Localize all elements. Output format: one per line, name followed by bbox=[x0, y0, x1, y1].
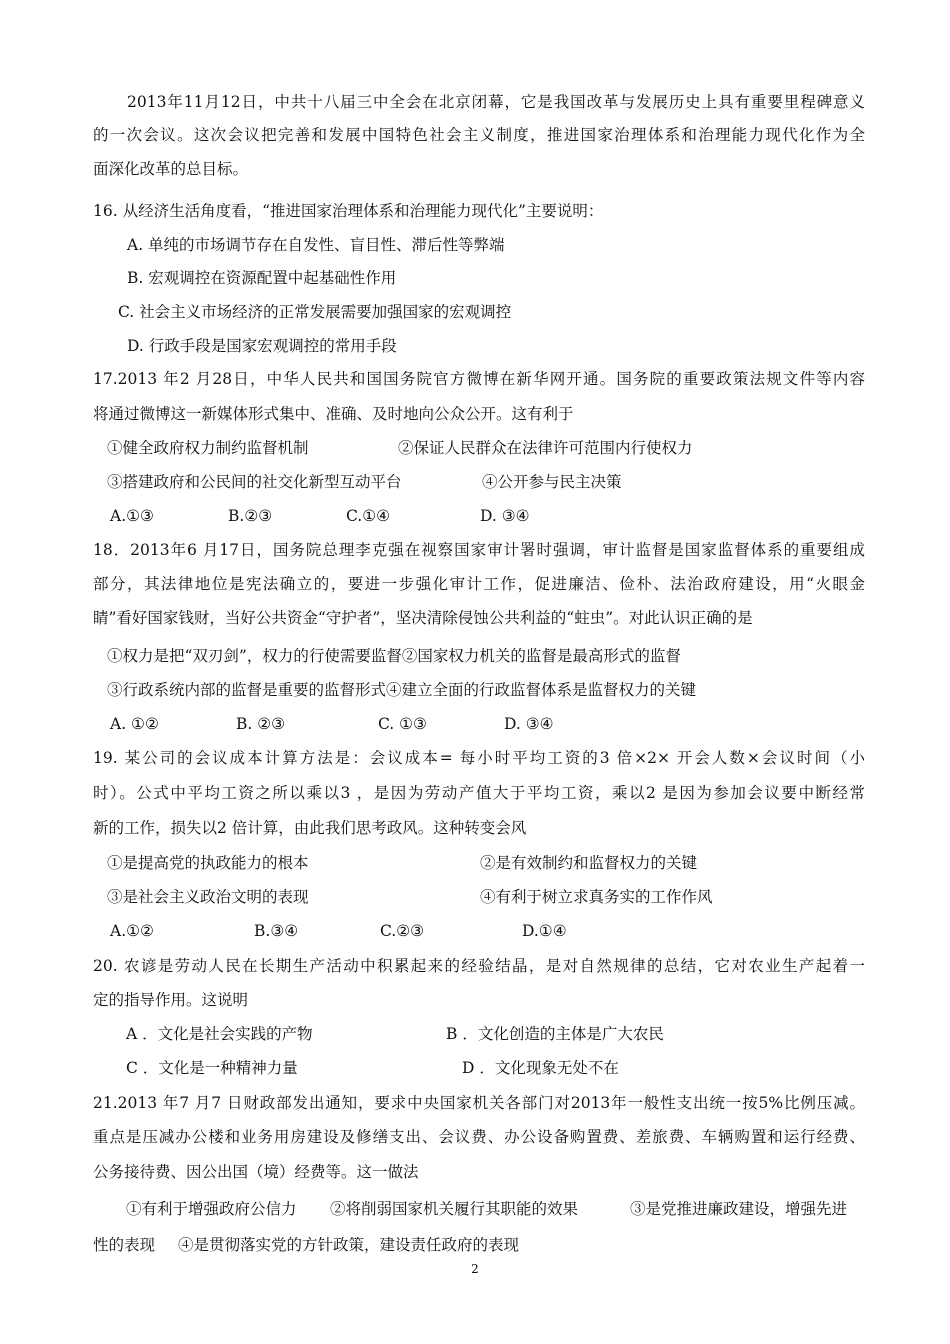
q18-stem-line-2: 部分，其法律地位是宪法确立的，要进一步强化审计工作，促进廉洁、俭朴、法治政府建设，用“火眼金 bbox=[93, 575, 865, 593]
q19-choice-d: D.①④ bbox=[522, 922, 567, 940]
q19-stem-line-3: 新的工作，损失以2 倍计算，由此我们思考政风。这种转变会风 bbox=[93, 819, 527, 837]
page-number: 2 bbox=[471, 1262, 479, 1276]
q17-statement-4: ④公开参与民主决策 bbox=[482, 473, 622, 491]
q18-stem-line-3: 睛”看好国家钱财，当好公共资金“守护者”，坚决清除侵蚀公共利益的“蛀虫”。对此认识正确的是 bbox=[93, 609, 753, 627]
q20-option-c: C ．文化是一种精神力量 bbox=[126, 1059, 298, 1077]
q18-choice-c: C. ①③ bbox=[378, 715, 427, 733]
q20-stem-line-1: 20. 农谚是劳动人民在长期生产活动中积累起来的经验结晶，是对自然规律的总结，它对农业生产起着一 bbox=[93, 957, 865, 975]
q19-choice-b: B.③④ bbox=[254, 922, 299, 940]
intro-line-1: 2013年11月12日，中共十八届三中全会在北京闭幕，它是我国改革与发展历史上具有重要里程碑意义 bbox=[127, 93, 865, 111]
q16-option-d: D. 行政手段是国家宏观调控的常用手段 bbox=[127, 337, 397, 355]
q19-statement-2: ②是有效制约和监督权力的关键 bbox=[480, 854, 698, 872]
q21-stem-line-2: 重点是压减办公楼和业务用房建设及修缮支出、会议费、办公设备购置费、差旅费、车辆购置和运行经费、 bbox=[93, 1128, 865, 1146]
q19-statement-3: ③是社会主义政治文明的表现 bbox=[107, 888, 309, 906]
q17-statement-3: ③搭建政府和公民间的社交化新型互动平台 bbox=[107, 473, 402, 491]
q17-choice-b: B.②③ bbox=[228, 507, 273, 525]
q19-stem-line-2: 时）。公式中平均工资之所以乘以3 ，是因为劳动产值大于平均工资，乘以2 是因为参加会议要中断经常 bbox=[93, 784, 865, 802]
q18-choice-d: D. ③④ bbox=[504, 715, 554, 733]
q16-stem: 16. 从经济生活角度看，“推进国家治理体系和治理能力现代化”主要说明： bbox=[93, 202, 604, 220]
q19-choice-c: C.②③ bbox=[380, 922, 425, 940]
q21-statement-2: ②将削弱国家机关履行其职能的效果 bbox=[330, 1200, 579, 1218]
intro-line-3: 面深化改革的总目标。 bbox=[93, 160, 249, 178]
q17-choice-c: C.①④ bbox=[346, 507, 391, 525]
q21-statement-1: ①有利于增强政府公信力 bbox=[126, 1200, 297, 1218]
q19-statement-1: ①是提高党的执政能力的根本 bbox=[107, 854, 309, 872]
q17-choice-d: D. ③④ bbox=[480, 507, 530, 525]
q17-stem-line-1: 17.2013 年2 月28日，中华人民共和国国务院官方微博在新华网开通。国务院的重要政策法规文件等内容 bbox=[93, 370, 865, 388]
q18-stem-line-1: 18．2013年6 月17日，国务院总理李克强在视察国家审计署时强调，审计监督是国家监督体系的重要组成 bbox=[93, 541, 865, 559]
q21-statement-3-cont: 性的表现 bbox=[93, 1236, 156, 1254]
q17-statement-2: ②保证人民群众在法律许可范围内行使权力 bbox=[398, 439, 693, 457]
q20-option-d: D ．文化现象无处不在 bbox=[462, 1059, 619, 1077]
q19-stem-line-1: 19. 某公司的会议成本计算方法是：会议成本= 每小时平均工资的3 倍×2× 开会人数×会议时间（小 bbox=[93, 749, 865, 767]
q16-option-a: A. 单纯的市场调节存在自发性、盲目性、滞后性等弊端 bbox=[127, 236, 505, 254]
q20-stem-line-2: 定的指导作用。这说明 bbox=[93, 991, 249, 1009]
q18-choice-a: A. ①② bbox=[110, 715, 159, 733]
q18-choice-b: B. ②③ bbox=[236, 715, 286, 733]
q18-statements-1-2: ①权力是把“双刃剑”，权力的行使需要监督②国家权力机关的监督是最高形式的监督 bbox=[107, 647, 681, 665]
q19-statement-4: ④有利于树立求真务实的工作作风 bbox=[480, 888, 713, 906]
q17-statement-1: ①健全政府权力制约监督机制 bbox=[107, 439, 309, 457]
q19-choice-a: A.①② bbox=[110, 922, 154, 940]
q21-statement-3: ③是党推进廉政建设，增强先进 bbox=[630, 1200, 848, 1218]
q18-statements-3-4: ③行政系统内部的监督是重要的监督形式④建立全面的行政监督体系是监督权力的关键 bbox=[107, 681, 697, 699]
q20-option-b: B ．文化创造的主体是广大农民 bbox=[446, 1025, 664, 1043]
q16-option-c: C. 社会主义市场经济的正常发展需要加强国家的宏观调控 bbox=[118, 303, 512, 321]
q17-stem-line-2: 将通过微博这一新媒体形式集中、准确、及时地向公众公开。这有利于 bbox=[93, 405, 574, 423]
q21-stem-line-1: 21.2013 年7 月7 日财政部发出通知，要求中央国家机关各部门对2013年一般性支出统一按5%比例压减。 bbox=[93, 1094, 865, 1112]
q20-option-a: A ．文化是社会实践的产物 bbox=[126, 1025, 313, 1043]
q16-option-b: B. 宏观调控在资源配置中起基础性作用 bbox=[127, 269, 397, 287]
intro-line-2: 的一次会议。这次会议把完善和发展中国特色社会主义制度，推进国家治理体系和治理能力现代化作为全 bbox=[93, 126, 865, 144]
q17-choice-a: A.①③ bbox=[110, 507, 154, 525]
q21-statement-4: ④是贯彻落实党的方针政策，建设责任政府的表现 bbox=[178, 1236, 520, 1254]
q21-stem-line-3: 公务接待费、因公出国（境）经费等。这一做法 bbox=[93, 1163, 419, 1181]
